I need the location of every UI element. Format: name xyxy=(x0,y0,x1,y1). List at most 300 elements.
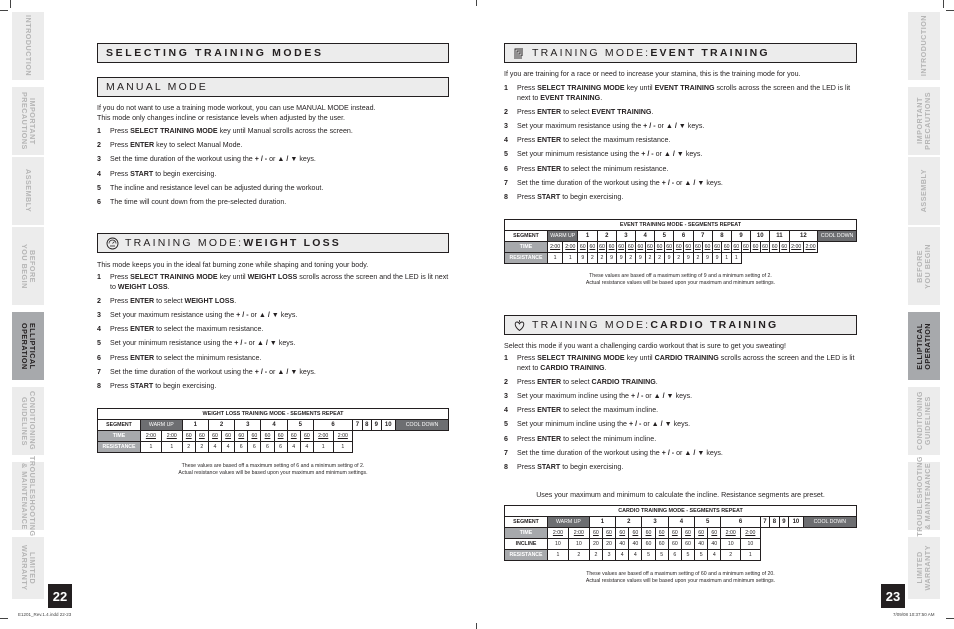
cell-value: 60 xyxy=(742,244,749,250)
table-cell xyxy=(589,528,602,539)
cell-value: 60 xyxy=(771,244,778,250)
step-number: 2 xyxy=(97,141,101,150)
cell-value: 2 xyxy=(594,552,598,558)
cell-value: 60 xyxy=(627,244,634,250)
cell-value: 2:00 xyxy=(791,244,802,250)
step-text: Press SELECT TRAINING MODE key until EVENT TRAINING scrolls across the screen and the LED is lit next to EVENT TRAINING. xyxy=(517,84,851,102)
cell-value: 2 xyxy=(577,552,581,558)
step-text: Set the time duration of the workout using the + / - or ▲ / ▼ keys. xyxy=(517,178,723,187)
cell-value: 60 xyxy=(251,433,258,439)
step-text: Press ENTER to select the maximum incline. xyxy=(517,406,659,415)
cell-value: 60 xyxy=(238,433,245,439)
table-cell xyxy=(668,550,681,561)
step-number: 2 xyxy=(97,296,101,305)
cooldown-label: COOL DOWN xyxy=(396,420,449,431)
step-text: The time will count down from the pre-selected duration. xyxy=(110,197,287,206)
cell-value: 60 xyxy=(593,530,599,536)
nav-tab xyxy=(12,157,44,225)
step-text: Press START to begin exercising. xyxy=(517,462,624,471)
step-item xyxy=(504,435,857,445)
step-item xyxy=(504,193,857,203)
step-item xyxy=(97,382,449,392)
manual-intro xyxy=(97,103,449,123)
warmup-label: WARM UP xyxy=(141,420,183,431)
cell-value: 60 xyxy=(647,244,653,250)
table-cell xyxy=(803,242,817,253)
cell-value: 40 xyxy=(619,541,626,547)
table-cell xyxy=(642,528,655,539)
step-text: Press SELECT TRAINING MODE key until CARDIO TRAINING scrolls across the screen and the LED is lit next to CARDIO TRAINING. xyxy=(517,354,855,372)
step-text: Press ENTER key to select Manual Mode. xyxy=(110,141,243,150)
segment-number: 3 xyxy=(616,231,635,242)
table-row xyxy=(98,431,449,442)
table-cell xyxy=(616,253,626,264)
table-cell xyxy=(548,528,569,539)
table-cell xyxy=(636,242,646,253)
nav-tab-label: INTRODUCTION xyxy=(919,15,928,77)
table-row xyxy=(505,242,857,253)
step-item xyxy=(97,184,449,194)
cell-value: 1 xyxy=(170,444,174,450)
table-cell xyxy=(588,253,598,264)
cell-value: 60 xyxy=(723,244,730,250)
segment-number: 7 xyxy=(693,231,712,242)
cell-value: 2 xyxy=(187,444,191,450)
step-item xyxy=(504,165,857,175)
cell-value: 60 xyxy=(290,433,297,439)
segment-number: 2 xyxy=(597,231,616,242)
cell-value: 10 xyxy=(555,541,561,547)
nav-tab-label: ASSEMBLY xyxy=(919,169,928,213)
table-cell xyxy=(602,539,615,550)
cell-value: 20 xyxy=(593,541,599,547)
step-text: Set your maximum resistance using the + / - or ▲ / ▼ keys. xyxy=(110,310,298,319)
table-cell xyxy=(287,442,300,453)
nav-tab-label: INTRODUCTION xyxy=(24,15,33,77)
cell-value: 3 xyxy=(607,552,611,558)
row-label: RESISTANCE xyxy=(98,442,141,453)
weight-loss-header xyxy=(97,233,449,253)
cell-value: 2:00 xyxy=(552,530,563,536)
cell-value: 6 xyxy=(239,444,243,450)
hurdle-flag-icon xyxy=(513,47,526,60)
step-number: 7 xyxy=(97,367,101,376)
cell-value: 9 xyxy=(638,255,642,261)
table-cell xyxy=(607,253,617,264)
warmup-label: WARM UP xyxy=(548,231,578,242)
segment-number: 11 xyxy=(770,231,789,242)
step-text: Press SELECT TRAINING MODE key until Manual scrolls across the screen. xyxy=(110,127,353,135)
event-training-table xyxy=(504,219,857,264)
cell-value: 60 xyxy=(185,433,192,439)
cell-value: 60 xyxy=(277,433,284,439)
event-note-line1: These values are based off a maximum setting of 9 and a minimum setting of 2. xyxy=(589,273,772,279)
step-item xyxy=(504,406,857,416)
cardio-note xyxy=(504,571,857,585)
footer-file: E1201_Rev.1.4.indd 22-23 xyxy=(18,612,72,617)
cell-value: 60 xyxy=(675,244,682,250)
table-cell xyxy=(626,253,636,264)
step-item xyxy=(97,273,449,292)
table-cell xyxy=(626,242,636,253)
weight-note-line2: Actual resistance values will be based upon your maximum and minimum settings. xyxy=(178,470,368,477)
cell-value: 9 xyxy=(686,255,690,261)
table-cell xyxy=(642,550,655,561)
step-item xyxy=(97,368,449,378)
table-cell xyxy=(182,442,195,453)
cell-value: 40 xyxy=(698,541,705,547)
segment-number: 12 xyxy=(789,231,818,242)
table-cell xyxy=(629,528,642,539)
segment-label: SEGMENT xyxy=(505,517,548,528)
cell-value: 2:00 xyxy=(565,244,576,250)
nav-tab xyxy=(12,455,44,537)
step-number: 6 xyxy=(97,353,101,362)
manual-steps xyxy=(97,127,449,212)
nav-tab-label: IMPORTANT PRECAUTIONS xyxy=(915,92,932,150)
table-cell xyxy=(695,539,708,550)
segment-label: SEGMENT xyxy=(505,231,548,242)
cell-value: 2 xyxy=(600,255,604,261)
cell-value: 4 xyxy=(292,444,296,450)
step-item xyxy=(97,170,449,180)
table-row xyxy=(98,442,449,453)
segment-number: 10 xyxy=(381,420,395,431)
nav-tab-label: CONDITIONING GUIDELINES xyxy=(20,391,37,451)
table-cell xyxy=(681,528,694,539)
weight-title-prefix: TRAINING MODE: xyxy=(125,237,244,249)
event-intro: If you are training for a race or need to increase your stamina, this is the training mode for you. xyxy=(504,70,801,78)
crop-mark xyxy=(10,0,11,8)
step-text: Press ENTER to select the minimum resistance. xyxy=(110,353,262,362)
row-label: RESISTANCE xyxy=(505,550,548,561)
table-cell xyxy=(695,528,708,539)
step-item xyxy=(504,122,857,132)
step-number: 1 xyxy=(504,354,508,362)
segment-number: 6 xyxy=(313,420,352,431)
table-cell xyxy=(712,253,722,264)
cell-value: 60 xyxy=(225,433,232,439)
table-cell xyxy=(589,550,602,561)
step-item xyxy=(504,150,857,160)
cell-value: 60 xyxy=(658,530,665,536)
cell-value: 6 xyxy=(279,444,283,450)
table-cell xyxy=(668,539,681,550)
table-cell xyxy=(645,242,655,253)
table-cell xyxy=(645,253,655,264)
cell-value: 2 xyxy=(696,255,700,261)
nav-tab xyxy=(908,455,940,537)
segment-number: 9 xyxy=(779,517,789,528)
cell-value: 9 xyxy=(581,255,585,261)
cell-value: 40 xyxy=(711,541,718,547)
table-caption: WEIGHT LOSS TRAINING MODE - SEGMENTS REPEAT xyxy=(98,409,449,420)
table-cell xyxy=(616,550,629,561)
cell-value: 60 xyxy=(656,244,663,250)
segment-number: 4 xyxy=(668,517,694,528)
segment-label: SEGMENT xyxy=(98,420,141,431)
step-text: Set the time duration of the workout using the + / - or ▲ / ▼ keys. xyxy=(110,367,316,376)
cell-value: 60 xyxy=(632,530,639,536)
table-cell xyxy=(664,242,674,253)
step-number: 7 xyxy=(504,448,508,457)
cell-value: 2:00 xyxy=(337,433,348,439)
cell-value: 2 xyxy=(590,255,594,261)
event-title-mode: EVENT TRAINING xyxy=(650,47,770,59)
cardio-note-line1: These values are based off a maximum setting of 60 and a minimum setting of 20. xyxy=(586,571,775,577)
selecting-title: SELECTING TRAINING MODES xyxy=(106,47,324,59)
weight-loss-table xyxy=(97,408,449,453)
row-label: TIME xyxy=(505,528,548,539)
step-number: 2 xyxy=(504,377,508,386)
segment-number: 6 xyxy=(674,231,693,242)
segment-number: 2 xyxy=(616,517,642,528)
selecting-training-modes-header xyxy=(97,43,449,63)
table-cell xyxy=(588,242,598,253)
nav-tab-label: ASSEMBLY xyxy=(24,169,33,213)
cell-value: 6 xyxy=(673,552,677,558)
cell-value: 60 xyxy=(618,244,625,250)
warmup-label: WARM UP xyxy=(548,517,590,528)
row-label: TIME xyxy=(98,431,141,442)
cell-value: 60 xyxy=(658,541,665,547)
crop-mark xyxy=(0,10,8,11)
cell-value: 60 xyxy=(579,244,586,250)
step-number: 3 xyxy=(97,155,101,164)
table-cell xyxy=(616,528,629,539)
table-cell xyxy=(589,539,602,550)
table-cell xyxy=(684,253,694,264)
table-cell xyxy=(235,431,248,442)
cell-value: 2:00 xyxy=(145,433,156,439)
nav-tab xyxy=(908,12,940,80)
table-cell xyxy=(708,539,721,550)
table-cell xyxy=(248,442,261,453)
nav-tab xyxy=(12,227,44,305)
table-row xyxy=(505,550,857,561)
table-cell xyxy=(616,539,629,550)
cell-value: 60 xyxy=(671,530,678,536)
table-cell xyxy=(721,539,741,550)
table-cell xyxy=(770,242,780,253)
table-cell xyxy=(548,539,569,550)
table-cell xyxy=(674,242,684,253)
cell-value: 2 xyxy=(200,444,204,450)
manual-intro-line1: If you do not want to use a training mode workout, you can use MANUAL MODE instead. xyxy=(97,104,376,112)
step-number: 8 xyxy=(504,192,508,201)
segment-number: 3 xyxy=(235,420,261,431)
segment-number: 10 xyxy=(789,517,804,528)
step-text: Press ENTER to select WEIGHT LOSS. xyxy=(110,296,237,305)
crop-mark xyxy=(946,618,954,619)
cooldown-label: COOL DOWN xyxy=(818,231,857,242)
step-item xyxy=(504,463,857,473)
step-text: Set the time duration of the workout using the + / - or ▲ / ▼ keys. xyxy=(517,448,723,457)
step-item xyxy=(504,84,857,103)
manual-mode-header xyxy=(97,77,449,97)
crop-mark xyxy=(0,618,8,619)
table-cell xyxy=(568,539,589,550)
cell-value: 60 xyxy=(608,244,615,250)
table-cell xyxy=(597,242,607,253)
nav-tab xyxy=(908,387,940,455)
segment-number: 5 xyxy=(655,231,674,242)
cell-value: 60 xyxy=(606,530,612,536)
segment-number: 8 xyxy=(770,517,780,528)
table-cell xyxy=(195,431,208,442)
table-cell xyxy=(741,550,761,561)
table-cell xyxy=(712,242,722,253)
step-text: Press ENTER to select the maximum resistance. xyxy=(517,136,671,145)
cell-value: 4 xyxy=(712,552,716,558)
table-cell xyxy=(261,442,274,453)
table-cell xyxy=(695,550,708,561)
table-cell xyxy=(548,550,569,561)
step-number: 3 xyxy=(504,391,508,400)
cell-value: 60 xyxy=(666,244,673,250)
crop-mark xyxy=(943,0,944,8)
cell-value: 2:00 xyxy=(805,244,816,250)
segment-number: 1 xyxy=(578,231,597,242)
table-cell xyxy=(141,431,162,442)
cell-value: 1 xyxy=(321,444,325,450)
table-cell xyxy=(722,242,732,253)
table-cell xyxy=(693,242,703,253)
table-cell xyxy=(300,442,313,453)
cell-value: 10 xyxy=(727,541,734,547)
step-text: Set your minimum incline using the + / - or ▲ / ▼ keys. xyxy=(517,420,691,429)
table-cell xyxy=(313,442,333,453)
table-cell xyxy=(141,442,162,453)
step-number: 2 xyxy=(504,107,508,116)
table-row xyxy=(505,528,857,539)
nav-tab-label: BEFORE YOU BEGIN xyxy=(20,243,37,289)
table-cell xyxy=(274,431,287,442)
step-text: Press ENTER to select CARDIO TRAINING. xyxy=(517,377,658,386)
step-number: 3 xyxy=(504,121,508,130)
cell-value: 10 xyxy=(747,541,754,547)
table-cell xyxy=(208,442,221,453)
table-cell xyxy=(578,242,588,253)
segment-number: 1 xyxy=(182,420,208,431)
nav-tab xyxy=(908,157,940,225)
step-item xyxy=(97,311,449,321)
step-text: Press ENTER to select the minimum incline. xyxy=(517,434,657,443)
segment-number: 9 xyxy=(372,420,381,431)
cell-value: 10 xyxy=(575,541,582,547)
heart-icon xyxy=(513,319,526,332)
table-cell xyxy=(642,539,655,550)
table-cell xyxy=(636,253,646,264)
step-item xyxy=(97,325,449,335)
step-text: Press START to begin exercising. xyxy=(110,169,217,178)
cell-value: 9 xyxy=(619,255,623,261)
cardio-title-mode: CARDIO TRAINING xyxy=(650,319,779,331)
step-number: 5 xyxy=(97,339,101,348)
segment-number: 5 xyxy=(695,517,721,528)
row-label: INCLINE xyxy=(505,539,548,550)
weight-note xyxy=(97,463,449,477)
step-item xyxy=(504,420,857,430)
nav-tab-label: ELLIPTICAL OPERATION xyxy=(20,322,37,370)
scale-icon xyxy=(106,237,119,250)
cell-value: 60 xyxy=(704,244,711,250)
step-text: Set your minimum resistance using the + / - or ▲ / ▼ keys. xyxy=(110,339,296,348)
cell-value: 60 xyxy=(714,244,720,250)
segment-number: 1 xyxy=(589,517,615,528)
cell-value: 2:00 xyxy=(573,530,584,536)
table-row xyxy=(505,253,857,264)
cell-value: 4 xyxy=(305,444,309,450)
crop-mark xyxy=(476,0,477,6)
cell-value: 4 xyxy=(213,444,217,450)
step-number: 8 xyxy=(97,381,101,390)
manual-title: MANUAL MODE xyxy=(106,81,208,93)
table-cell xyxy=(674,253,684,264)
cell-value: 5 xyxy=(686,552,690,558)
table-cell xyxy=(161,442,182,453)
step-item xyxy=(97,127,449,137)
cell-value: 2:00 xyxy=(725,530,736,536)
cell-value: 60 xyxy=(695,244,701,250)
table-cell xyxy=(248,431,261,442)
weight-steps xyxy=(97,273,449,396)
step-item xyxy=(504,108,857,118)
table-cell xyxy=(721,550,741,561)
segment-number: 8 xyxy=(712,231,731,242)
step-item xyxy=(504,449,857,459)
cell-value: 4 xyxy=(633,552,637,558)
cell-value: 60 xyxy=(685,244,692,250)
table-cell xyxy=(751,242,761,253)
table-cell xyxy=(655,253,665,264)
table-cell xyxy=(722,253,732,264)
cell-value: 60 xyxy=(264,433,271,439)
cell-value: 2:00 xyxy=(745,530,756,536)
table-cell xyxy=(789,242,803,253)
segment-number: 6 xyxy=(721,517,760,528)
table-caption: EVENT TRAINING MODE - SEGMENTS REPEAT xyxy=(505,220,857,231)
nav-tab-label: CONDITIONING GUIDELINES xyxy=(915,391,932,451)
step-number: 4 xyxy=(504,406,508,415)
segment-number: 4 xyxy=(636,231,655,242)
step-item xyxy=(97,141,449,151)
table-cell xyxy=(333,431,353,442)
table-cell xyxy=(287,431,300,442)
table-cell xyxy=(313,431,333,442)
cell-value: 2 xyxy=(677,255,681,261)
step-item xyxy=(97,297,449,307)
cell-value: 60 xyxy=(645,541,652,547)
cardio-training-table xyxy=(504,505,857,561)
table-caption: CARDIO TRAINING MODE - SEGMENTS REPEAT xyxy=(505,506,857,517)
footer-date: 7/09/08 10:37:50 AM xyxy=(893,612,935,617)
cell-value: 1 xyxy=(553,255,557,261)
manual-intro-line2: This mode only changes incline or resistance levels when adjusted by the user. xyxy=(97,114,346,122)
table-cell xyxy=(616,242,626,253)
step-number: 5 xyxy=(97,183,101,192)
table-cell xyxy=(563,242,578,253)
nav-tab xyxy=(12,537,44,599)
nav-tab xyxy=(908,312,940,380)
nav-tab-label: ELLIPTICAL OPERATION xyxy=(915,322,932,370)
cell-value: 2:00 xyxy=(166,433,177,439)
page-number-left: 22 xyxy=(48,584,72,608)
table-cell xyxy=(274,442,287,453)
table-cell xyxy=(578,253,588,264)
cell-value: 1 xyxy=(149,444,153,450)
cell-value: 60 xyxy=(212,433,218,439)
